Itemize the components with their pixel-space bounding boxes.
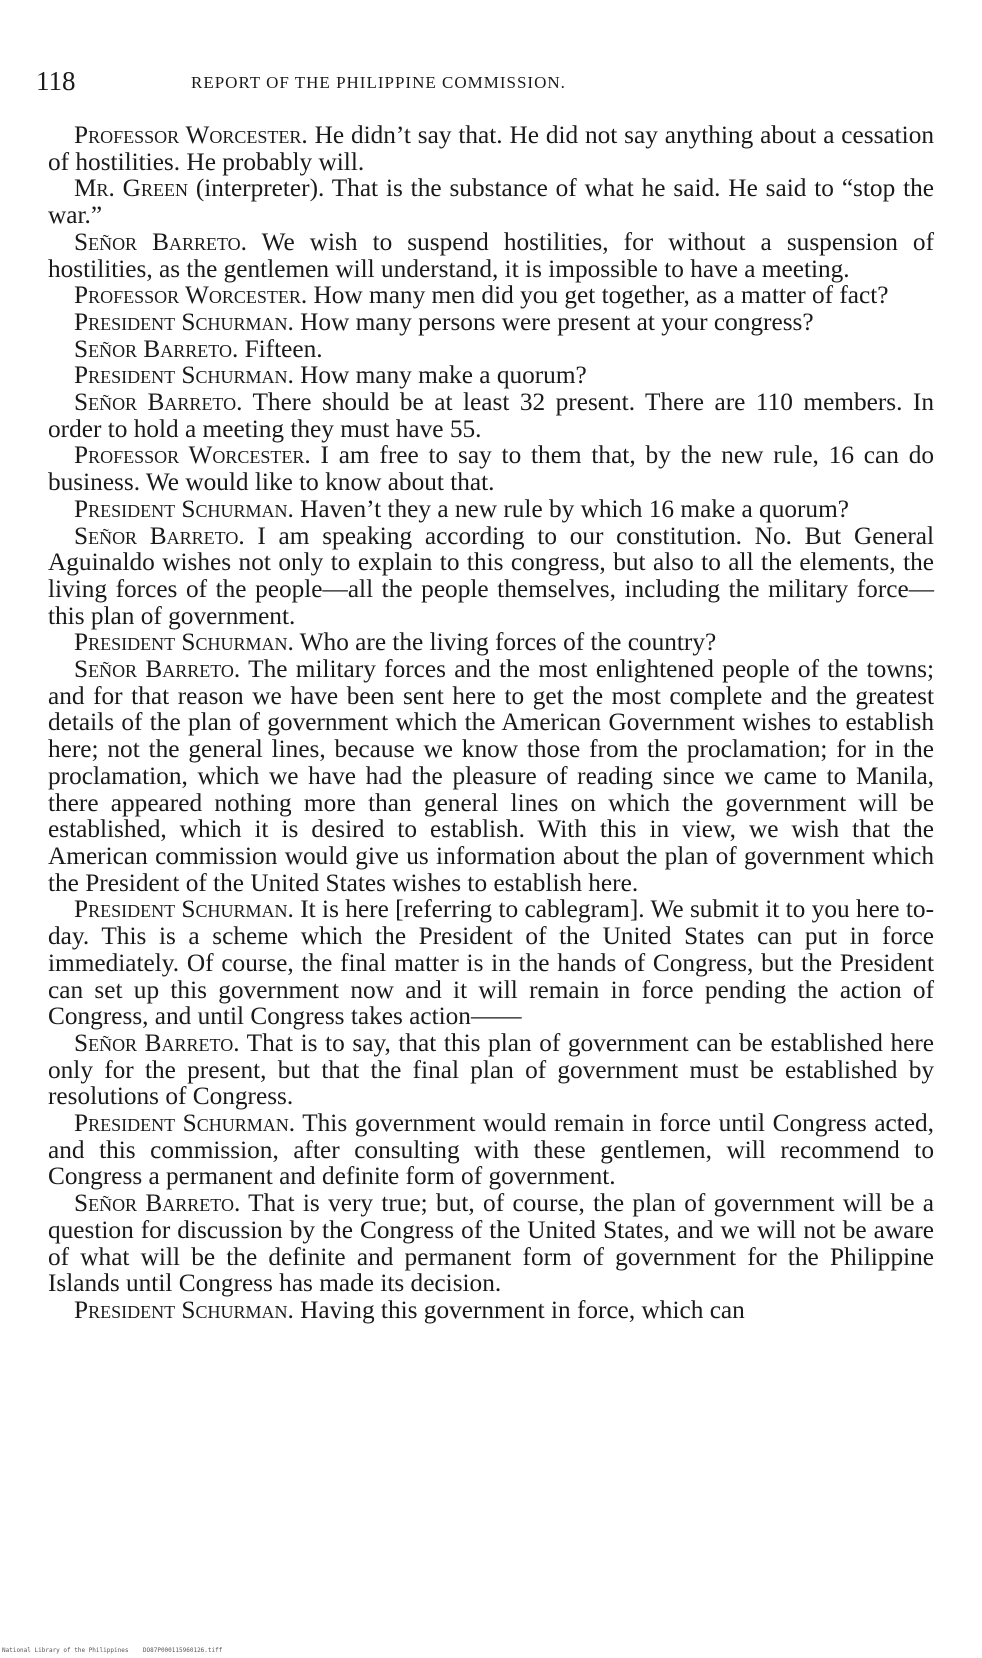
paragraph (48, 896, 934, 1030)
paragraph (48, 175, 934, 228)
speaker-name: Señor Barreto. (74, 388, 243, 417)
paragraph-text: That is very true; but, of course, the plan of government will be a question for discussion by the Congress of the United States, and we will not be aware of what will be the definite and permanent form of government for the Philippine Islands until Congress has made its decision. (48, 1189, 934, 1298)
speaker-name: Señor Barreto. (74, 1189, 241, 1218)
paragraph (48, 442, 934, 495)
paragraph (48, 282, 934, 309)
paragraph-text: It is here [referring to cablegram]. We submit it to you here to-day. This is a scheme which the President of the United States can put in force immediately. Of course, the final matter is in the hands of Congress, but the President can set up this government now and it will remain in force pending the action of Congress, and until Congress takes action—— (48, 895, 934, 1031)
speaker-name: President Schurman. (74, 1109, 296, 1138)
speaker-name: Señor Barreto. (74, 334, 239, 363)
paragraph-text: How many men did you get together, as a matter of fact? (307, 281, 889, 310)
speaker-name: President Schurman. (74, 1295, 294, 1324)
speaker-name: President Schurman. (74, 494, 294, 523)
paragraph (48, 389, 934, 442)
running-head: REPORT OF THE PHILIPPINE COMMISSION. (191, 73, 566, 92)
speaker-name: President Schurman. (74, 895, 294, 924)
paragraph (48, 629, 934, 656)
speaker-name: Señor Barreto. (74, 1028, 240, 1057)
paragraph (48, 1110, 934, 1190)
paragraph-text: The military forces and the most enlightened people of the towns; and for that reason we have been sent here to get the most complete and the greatest details of the plan of government which the American Government wishes to establish here; not the general lines, because we know those from the proclamation; for in the proclamation, which we have had the pleasure of reading since we came to Manila, there appeared nothing more than general lines on which the government will be established, which it is desired to establish. With this in view, we wish that the American commission would give us information about the plan of government which the President of the United States wishes to establish here. (48, 655, 935, 897)
paragraph (48, 1297, 934, 1324)
speaker-name: Professor Worcester. (74, 281, 308, 310)
paragraph (48, 523, 934, 630)
speaker-name: President Schurman. (74, 361, 294, 390)
speaker-name: Professor Worcester. (74, 121, 308, 149)
paragraph-text: I am free to say to them that, by the new rule, 16 can do business. We would like to know about that. (48, 441, 935, 497)
paragraph (48, 656, 934, 896)
paragraph-text: There should be at least 32 present. There are 110 members. In order to hold a meeting they must have 55. (48, 388, 935, 443)
paragraph-text: Having this government in force, which can (293, 1295, 745, 1324)
paragraph (48, 336, 934, 363)
speaker-name: Professor Worcester. (74, 441, 311, 470)
speaker-name: Señor Barreto. (74, 655, 241, 684)
paragraph (48, 309, 934, 336)
paragraph-text: That is to say, that this plan of government can be established here only for the present, but that the final plan of government must be established by resolutions of Congress. (48, 1028, 935, 1111)
speaker-name: Mr. Green (74, 174, 188, 203)
paragraph-text: How many make a quorum? (293, 361, 587, 390)
speaker-name: Señor Barreto. (74, 227, 247, 256)
paragraph-text: Haven’t they a new rule by which 16 make a quorum? (293, 494, 849, 523)
paragraph (48, 1030, 934, 1110)
speaker-name: President Schurman. (74, 628, 294, 657)
page-body (48, 122, 934, 1324)
paragraph-text: This government would remain in force until Congress acted, and this commission, after consulting with these gentlemen, will recommend to Congress a permanent and definite form of government. (48, 1109, 935, 1191)
paragraph-text: (interpreter). That is the substance of what he said. He said to “stop the war.” (48, 174, 934, 230)
speaker-name: Señor Barreto. (74, 521, 245, 550)
paragraph-text: We wish to suspend hostilities, for without a suspension of hostilities, as the gentlemen will understand, it is impossible to have a meeting. (48, 227, 934, 283)
page-number: 118 (36, 66, 76, 96)
paragraph-text: He didn’t say that. He did not say anything about a cessation of hostilities. He probably will. (48, 121, 935, 176)
paragraph (48, 229, 934, 282)
paragraph-text: I am speaking according to our constitution. No. But General Aguinaldo wishes not only to explain to this congress, but also to all the elements, the living forces of the people—all the people themselves, including the military force—this plan of government. (48, 521, 934, 630)
paragraph-text: Who are the living forces of the country? (293, 628, 717, 657)
paragraph (48, 1190, 934, 1297)
paragraph-text: Fifteen. (238, 334, 323, 363)
paragraph (48, 122, 934, 175)
page-header (36, 66, 936, 106)
paragraph (48, 362, 934, 389)
paragraph-text: How many persons were present at your congress? (293, 307, 814, 336)
paragraph (48, 496, 934, 523)
scan-footer: National Library of the Philippines DO87P000115960126.tiff (2, 1647, 223, 1654)
speaker-name: President Schurman. (74, 307, 294, 336)
